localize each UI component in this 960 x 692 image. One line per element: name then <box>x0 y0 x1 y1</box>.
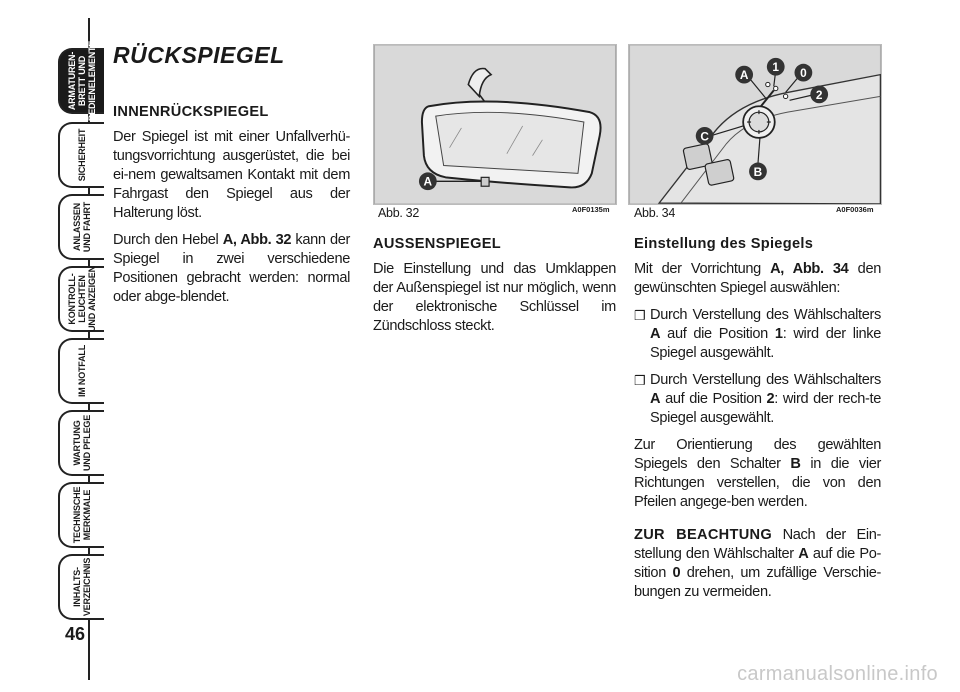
figure-code: A0F0036m <box>836 205 874 214</box>
svg-text:C: C <box>700 129 709 144</box>
tab-label: IM NOTFALL <box>77 345 87 397</box>
column-innenrueckspiegel <box>113 104 350 315</box>
page-number: 46 <box>64 624 86 644</box>
page-title: RÜCKSPIEGEL <box>113 42 285 68</box>
tab-label: INHALTS- VERZEICHNIS <box>72 557 92 617</box>
checkbox-bullet-icon: ❒ <box>634 373 646 388</box>
tab-sicherheit[interactable] <box>58 122 104 188</box>
mirror-illustration <box>373 44 617 205</box>
callout-c-badge <box>696 127 714 145</box>
svg-text:1: 1 <box>772 60 780 75</box>
paragraph: Der Spiegel ist mit einer Unfallverhü-tungsvorrichtung ausgerüstet, die bei ei-nem gewaltsamen Kontakt mit dem Fahrgast den Spiegel aus der Halterung löst. <box>113 129 350 221</box>
svg-text:B: B <box>753 164 763 179</box>
tab-inhaltsverzeichnis[interactable] <box>58 554 104 620</box>
tab-im-notfall[interactable] <box>58 338 104 404</box>
callout-1-badge <box>767 58 785 76</box>
svg-text:2: 2 <box>815 87 823 102</box>
section-heading: INNENRÜCKSPIEGEL <box>113 104 269 120</box>
mirror-control-illustration <box>628 44 882 205</box>
paragraph: Mit der Vorrichtung A, Abb. 34 den gewünschten Spiegel auswählen: <box>634 261 881 296</box>
tab-label: ARMATUREN- BRETT UND BEDIENELEMENTE <box>67 40 97 122</box>
list-item: ❒ Durch Verstellung des Wählschalters A auf die Position 2: wird der rech-te Spiegel ausgewählt. <box>634 371 881 436</box>
tab-label: WARTUNG UND PFLEGE <box>72 414 92 472</box>
callout-0-badge <box>795 64 813 82</box>
tab-wartung[interactable] <box>58 410 104 476</box>
figure-abb-34 <box>628 44 882 205</box>
tab-label: KONTROLL- LEUCHTEN UND ANZEIGEN <box>67 266 97 332</box>
tab-label: SICHERHEIT <box>77 128 87 182</box>
note-paragraph: ZUR BEACHTUNG Nach der Ein-stellung den Wählschalter A auf die Po-sition 0 drehen, um zufällige Verschie-bungen zu vermeiden. <box>634 527 881 600</box>
figure-code: A0F0135m <box>572 205 610 214</box>
paragraph: Zur Orientierung des gewählten Spiegels den Schalter B in die vier Richtungen verstellen, die von den Pfeilen angege-ben werden. <box>634 437 881 510</box>
paragraph: Die Einstellung und das Umklappen der Außenspiegel ist nur möglich, wenn der elektronische Schlüssel im Zündschloss steckt. <box>373 261 616 334</box>
figure-abb-32 <box>373 44 617 205</box>
checkbox-bullet-icon: ❒ <box>634 308 646 323</box>
callout-b-badge <box>749 163 767 181</box>
svg-text:0: 0 <box>800 66 807 81</box>
callout-a-badge <box>735 66 753 84</box>
tab-kontrollleuchten[interactable] <box>58 266 104 332</box>
tab-armaturenbrett[interactable] <box>58 40 104 122</box>
figure-caption: Abb. 32 <box>378 206 419 220</box>
figure-caption: Abb. 34 <box>634 206 675 220</box>
watermark: carmanualsonline.info <box>737 663 938 685</box>
column-einstellung <box>634 236 881 610</box>
tab-label: ANLASSEN UND FAHRT <box>72 201 92 253</box>
list-item: ❒ Durch Verstellung des Wählschalters A auf die Position 1: wird der linke Spiegel ausgewählt. <box>634 306 881 371</box>
tab-label: TECHNISCHE MERKMALE <box>72 486 92 544</box>
callout-a-label: A <box>423 174 433 189</box>
paragraph: Durch den Hebel A, Abb. 32 kann der Spiegel in zwei verschiedene Positionen gebracht werden: normal oder abge-blendet. <box>113 232 350 305</box>
section-heading: AUSSENSPIEGEL <box>373 236 501 252</box>
section-heading: Einstellung des Spiegels <box>634 236 814 252</box>
tab-technische-merkmale[interactable] <box>58 482 104 548</box>
svg-text:A: A <box>739 68 749 83</box>
callout-2-badge <box>810 85 828 103</box>
tab-anlassen[interactable] <box>58 194 104 260</box>
column-aussenspiegel <box>373 236 616 344</box>
